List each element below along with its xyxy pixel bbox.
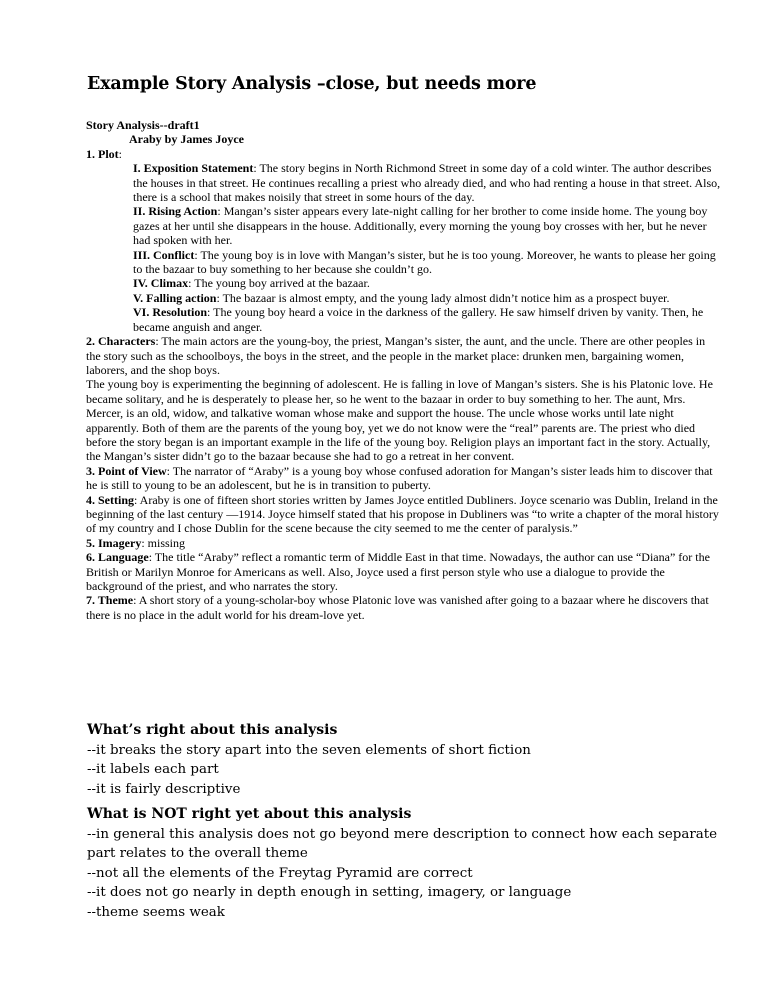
list-item: --in general this analysis does not go beyond mere description to connect how each separate part relates to the overall theme — [87, 826, 718, 861]
draft-label: Story Analysis--draft1 — [86, 118, 200, 132]
setting-text: : Araby is one of fifteen short stories written by James Joyce entitled Dubliners. Joyce scenario was Dublin, Ireland in the beginning of the last century —1914. Joyce himself stated that his propose in Dubliners was “to write a chapter of the moral history of my country and I chose Dublin for the scene because the city seemed to me the center of paralysis.” — [86, 492, 719, 536]
plot-item-conflict — [133, 248, 722, 277]
list-item: --theme seems weak — [87, 904, 225, 920]
plot-item-text: : The young boy arrived at the bazaar. — [188, 276, 370, 291]
setting-label: 4. Setting — [86, 492, 134, 507]
imagery-label: 5. Imagery — [86, 535, 142, 550]
plot-item-rising-action — [133, 204, 722, 247]
list-item: --it is fairly descriptive — [87, 781, 241, 797]
pov-text: : The narrator of “Araby” is a young boy whose confused adoration for Mangan’s sister leads him to discover that he is still to young to be an adolescent, but he is in transition to puberty. — [86, 463, 713, 493]
plot-item-label: IV. Climax — [133, 276, 189, 291]
characters-section — [86, 334, 722, 377]
imagery-section — [86, 536, 722, 550]
plot-items — [86, 161, 722, 334]
list-item: --not all the elements of the Freytag Pyramid are correct — [87, 865, 473, 881]
whats-not-right-heading: What is NOT right yet about this analysis — [87, 806, 412, 822]
list-item: --it breaks the story apart into the seven elements of short fiction — [87, 742, 531, 758]
plot-heading-label: 1. Plot — [86, 146, 119, 161]
plot-item-label: III. Conflict — [133, 247, 195, 262]
list-item: --it labels each part — [87, 762, 219, 777]
plot-item-falling-action — [133, 291, 722, 305]
plot-item-label: I. Exposition Statement — [133, 161, 254, 176]
characters-label: 2. Characters — [86, 334, 156, 349]
language-section — [86, 550, 722, 593]
plot-item-text: : The bazaar is almost empty, and the young lady almost didn’t notice him as a prospect buyer. — [216, 290, 670, 305]
plot-heading: 1. Plot: — [86, 146, 123, 161]
plot-item-text: : The young boy heard a voice in the darkness of the gallery. He saw himself driven by vanity. Then, he became anguish and anger. — [133, 305, 704, 334]
point-of-view-section — [86, 464, 722, 493]
plot-item-text: : Mangan’s sister appears every late-night calling for her brother to come inside home. The young boy gazes at her until she disappears in the house. Additionally, every morning the young boy crosses with her, but he never had spoken with her. — [133, 204, 708, 248]
characters-paragraph: The young boy is experimenting the beginning of adolescent. He is falling in love of Mangan’s sisters. She is his Platonic love. He became solitary, and he is desperately to please her, so he went to the bazaar in order to buy something to her. The aunt, Mrs. Mercer, is an old, widow, and talkative woman whose make and support the house. The uncle whose works until late night apparently. Both of them are the parents of the young boy, yet we do not know were the “real” parents are. The priest who died before the story began is an important example in the life of the young boy. Religion plays an important fact in the story. Actually, the Mangan’s sister didn’t go to the bazaar because she had to go a retreat in her convent. — [86, 377, 713, 464]
list-item: --it does not go nearly in depth enough in setting, imagery, or language — [87, 885, 572, 900]
plot-item-label: V. Falling action — [133, 290, 217, 305]
setting-section — [86, 493, 722, 536]
story-analysis-draft — [86, 118, 722, 622]
whats-right-section — [87, 721, 727, 799]
whats-not-right-section — [87, 805, 727, 922]
plot-item-label: II. Rising Action — [133, 204, 218, 219]
pov-label: 3. Point of View — [86, 463, 167, 478]
plot-item-label: VI. Resolution — [133, 305, 208, 320]
language-label: 6. Language — [86, 550, 149, 565]
characters-text: : The main actors are the young-boy, the priest, Mangan’s sister, the aunt, and the uncle. There are other peoples in the story such as the schoolboys, the boys in the street, and the people in the market place: drunken men, bargaining women, laborers, and the shop boys. — [86, 334, 706, 377]
theme-section — [86, 593, 722, 622]
plot-item-text: : The young boy is in love with Mangan’s sister, but he is too young. Moreover, he wants to please her going to the bazaar to buy something to her because she couldn’t go. — [133, 247, 716, 277]
plot-item-resolution — [133, 305, 722, 334]
plot-item-exposition — [133, 161, 722, 204]
whats-right-heading: What’s right about this analysis — [87, 722, 338, 738]
story-label: Araby by James Joyce — [129, 132, 244, 147]
language-text: : The title “Araby” reflect a romantic term of Middle East in that time. Nowadays, the author can use “Diana” for the British or Marilyn Monroe for Americans as well. Also, Joyce used a first person style who use a dialogue to provide the background of the priest, and who narrates the story. — [86, 550, 710, 593]
not-emphasis: NOT — [151, 806, 187, 822]
page-title: Example Story Analysis –close, but needs more — [87, 74, 537, 94]
plot-item-climax — [133, 276, 722, 290]
theme-text: : A short story of a young-scholar-boy whose Platonic love was vanished after going to a bazaar where he discovers that there is no place in the adult world for his dream-love yet. — [86, 593, 709, 622]
imagery-text: : missing — [141, 535, 186, 550]
theme-label: 7. Theme — [86, 593, 134, 608]
plot-item-text: : The story begins in North Richmond Street in some day of a cold winter. The author describes the houses in that street. He continues recalling a priest who already died, and who had renting a house in that street. Also, there is a school that makes noisily that street in some hours of the day. — [133, 161, 721, 205]
